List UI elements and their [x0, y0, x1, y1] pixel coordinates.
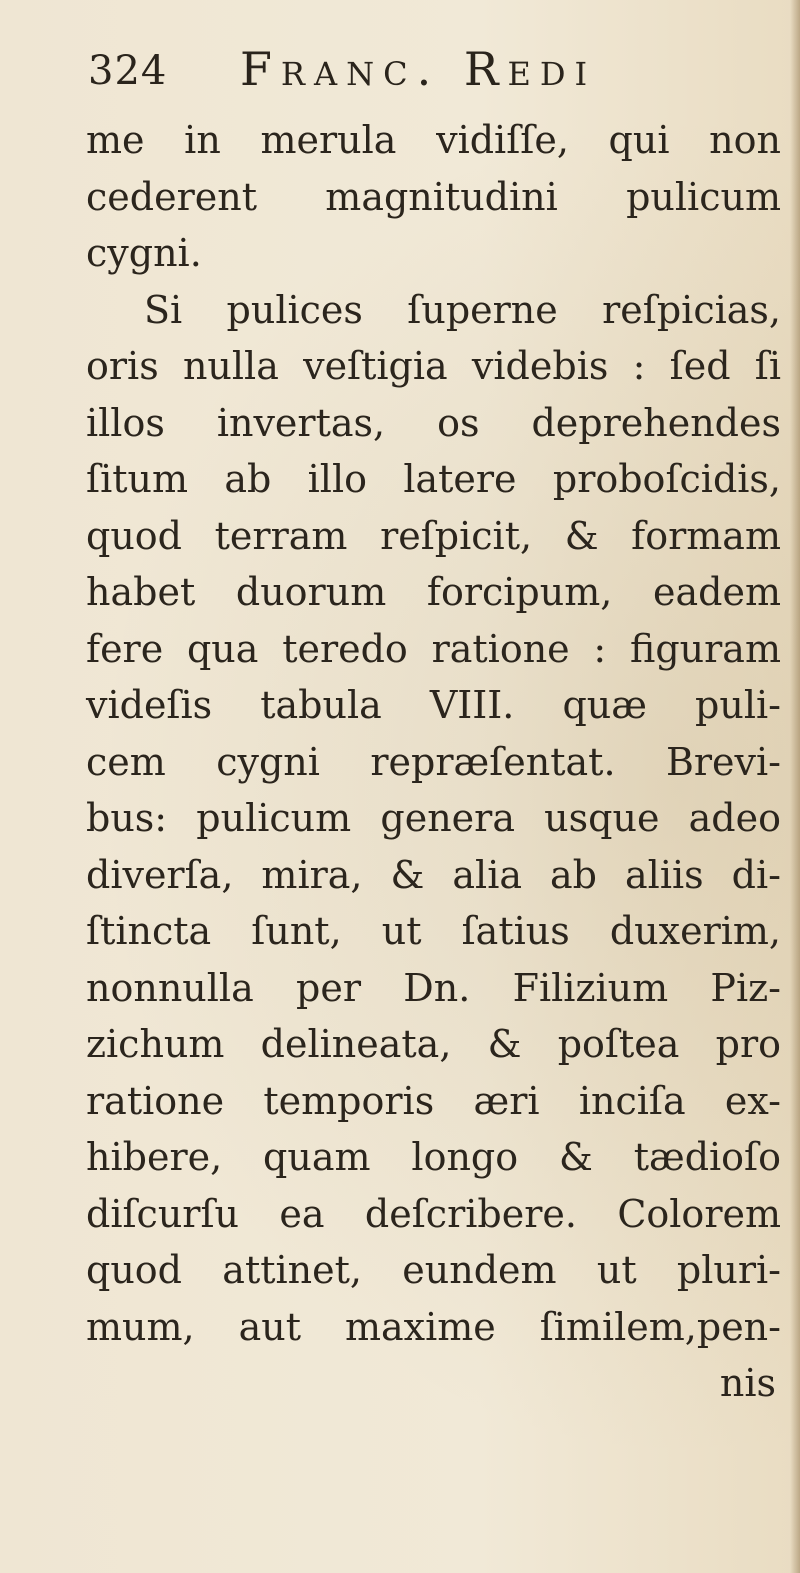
text-line: ſtincta ſunt, ut ſatius duxerim, [86, 909, 781, 953]
text-line: hibere, quam longo & tædioſo [86, 1135, 781, 1179]
text-line: quod terram reſpicit, & formam [86, 513, 781, 558]
text-line: nonnulla per Dn. Filizium Piz- [86, 965, 781, 1010]
text-line: cem cygni repræſentat. Brevi- [86, 739, 781, 784]
page-number: 324 [88, 48, 168, 94]
catchword: nis [719, 1361, 776, 1405]
paragraph-start-line: Si pulices ſuperne reſpicias, [144, 287, 781, 332]
text-line: zichum delineata, & poſtea pro [86, 1022, 781, 1066]
text-line: fere qua teredo ratione : figuram [86, 626, 781, 671]
text-line: me in merula vidiſſe, qui non [86, 118, 781, 162]
text-line: habet duorum forcipum, eadem [86, 570, 781, 614]
running-head: Franc. Redi [240, 42, 597, 96]
text-line: oris nulla veſtigia videbis : ſed ſi [86, 344, 781, 388]
text-line: ratione temporis æri inciſa ex- [86, 1078, 781, 1123]
body-text [86, 112, 786, 1412]
text-line: ſitum ab illo latere proboſcidis, [86, 457, 781, 501]
text-line: cederent magnitudini pulicum [86, 174, 781, 219]
text-line: mum, aut maxime ſimilem,pen- [86, 1304, 781, 1349]
text-line: diſcurſu ea deſcribere. Colorem [86, 1191, 781, 1236]
page-header [88, 42, 768, 102]
text-line: videſis tabula VIII. quæ puli- [86, 683, 781, 727]
text-line: bus: pulicum genera usque adeo [86, 796, 781, 840]
page-edge-shadow [790, 0, 800, 1573]
text-line: cygni. [86, 231, 202, 275]
text-line: quod attinet, eundem ut pluri- [86, 1248, 781, 1292]
text-line: illos invertas, os deprehendes [86, 400, 781, 445]
text-line: diverſa, mira, & alia ab aliis di- [86, 852, 781, 897]
